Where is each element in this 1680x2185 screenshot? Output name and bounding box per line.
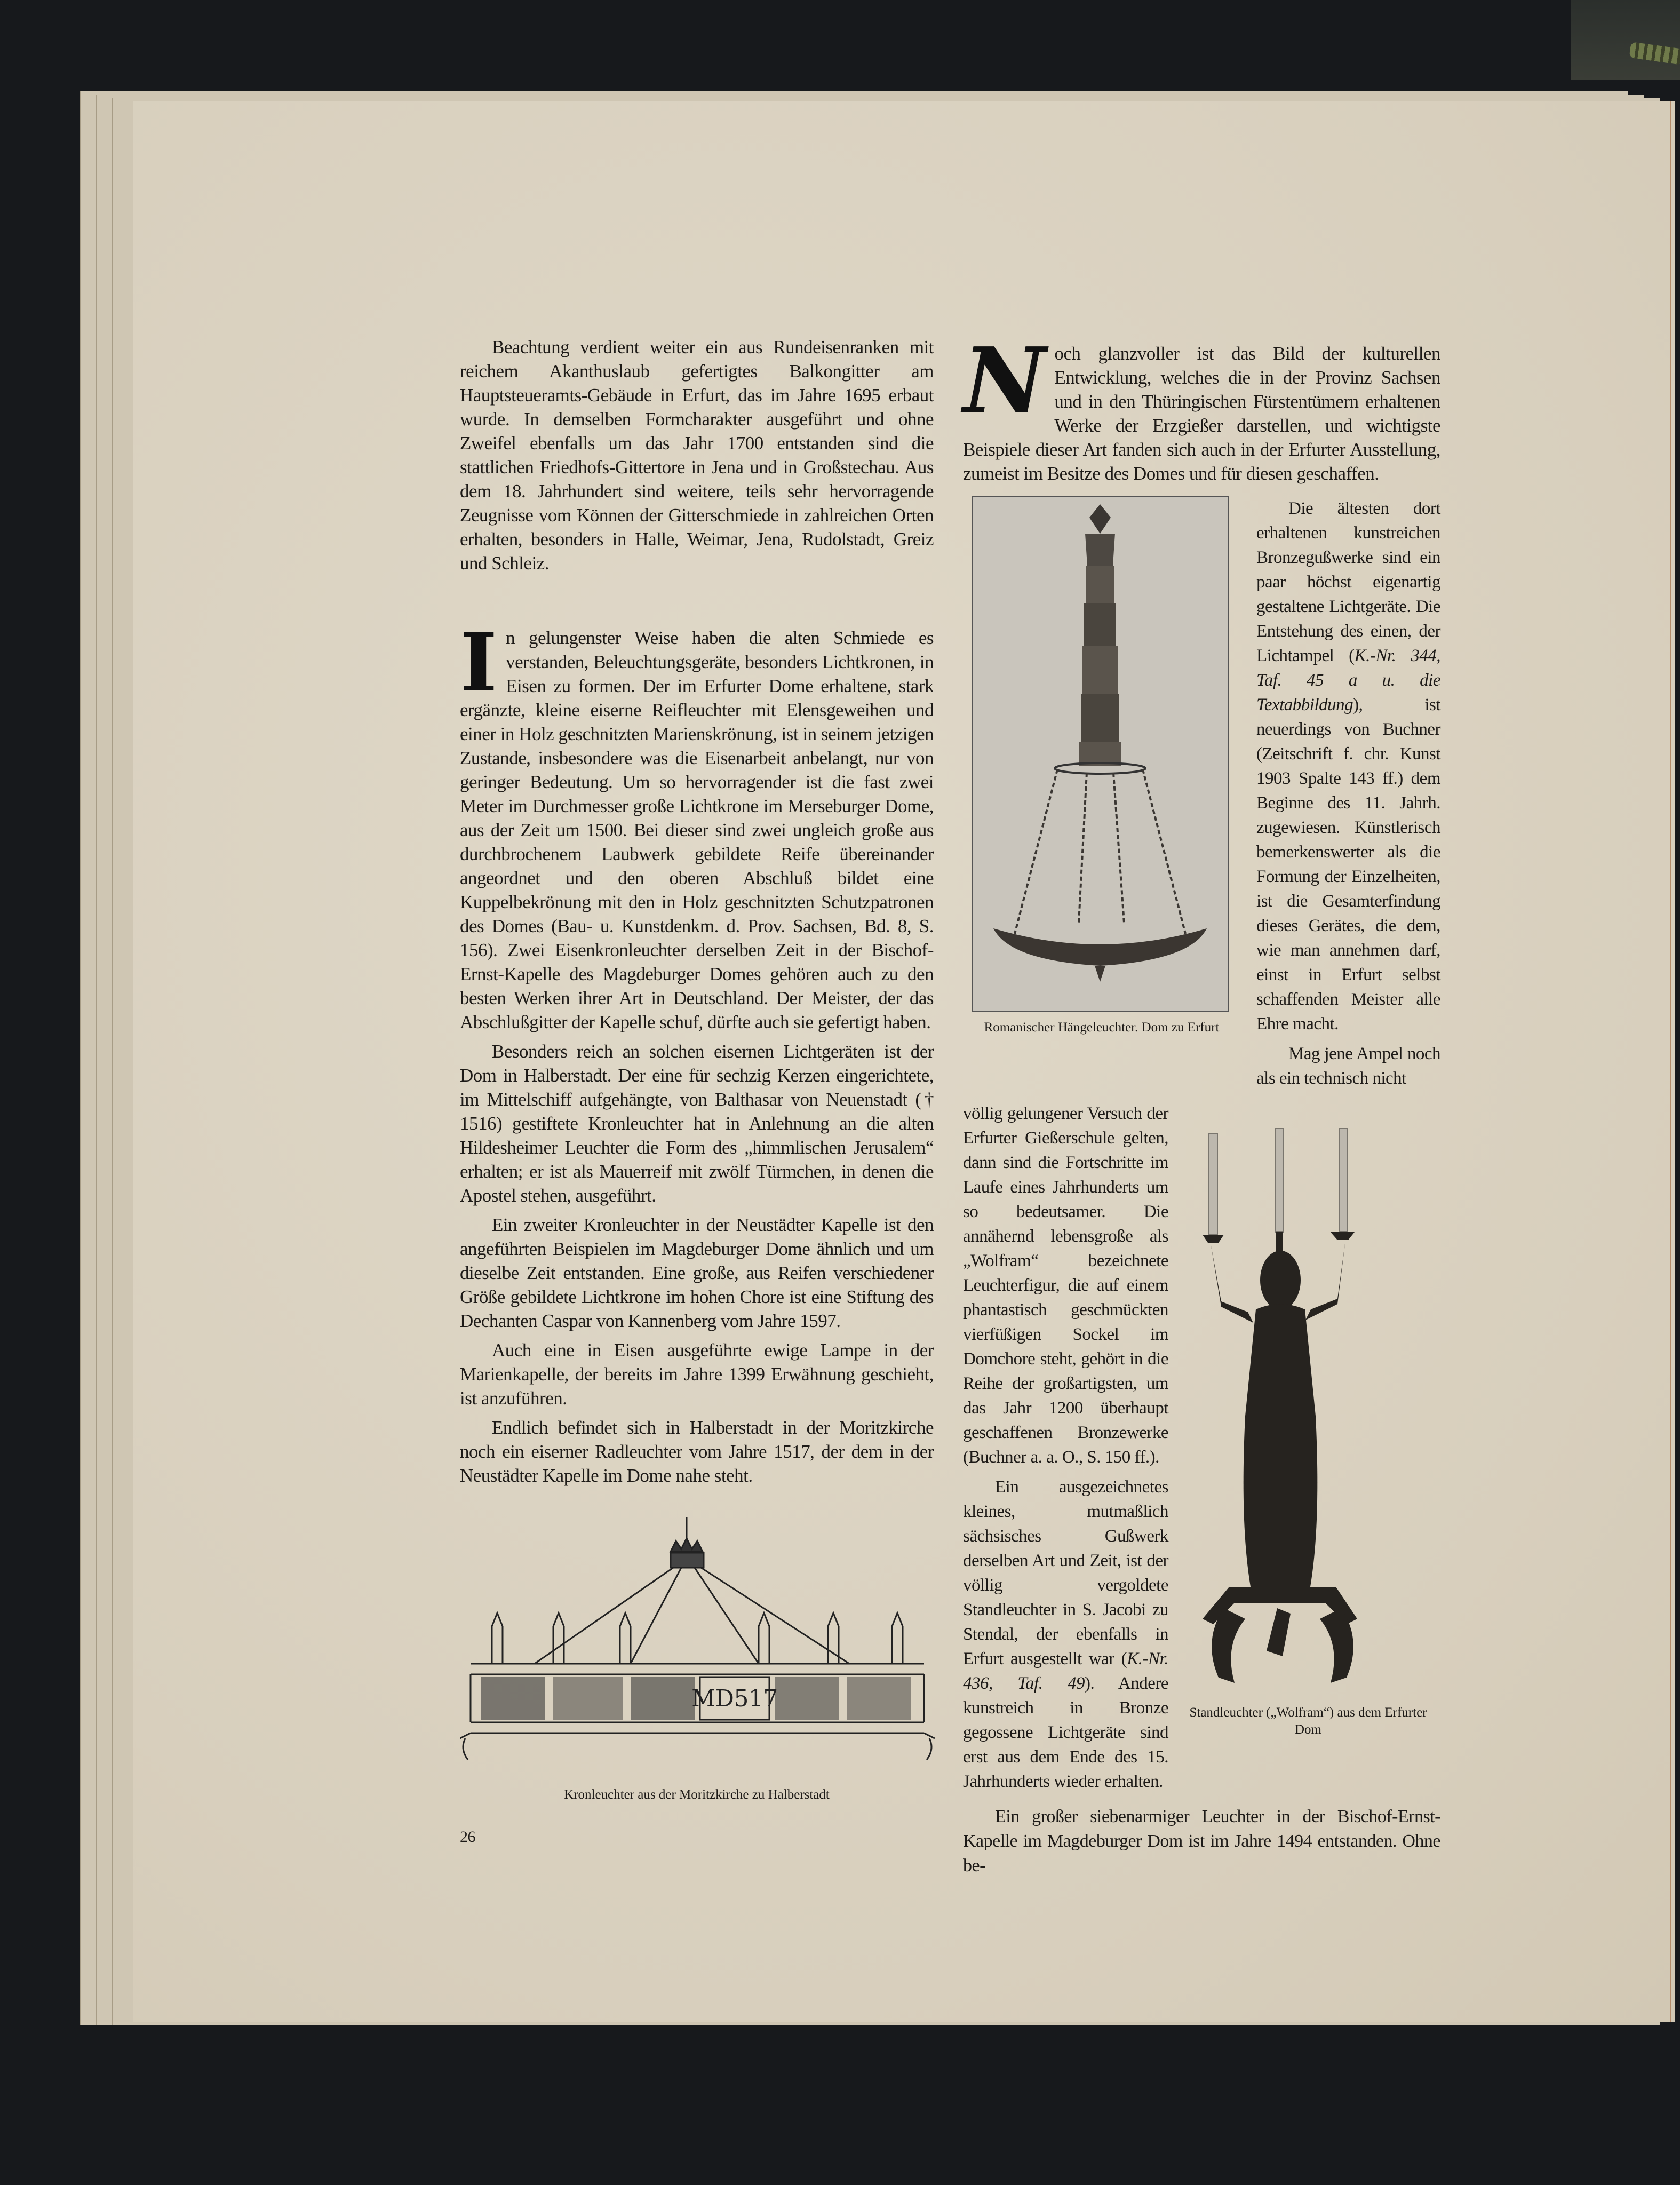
hanging-lamp-figure [963,496,1240,1036]
paragraph [963,328,1440,486]
catalog-reference: K.-Nr. 344, Taf. 45 a u. die Textabbildung [1256,646,1440,714]
right-narrow-column [1256,496,1440,1091]
figure-caption: Kronleuchter aus der Moritzkirche zu Halberstadt [564,1787,830,1802]
paragraph: völlig gelungener Versuch der Erfurter Gießerschule gelten, dann sind die Fortschritte im Laufe eines Jahrhunderts um so bedeutsamer. Die annähernd lebensgroße als „Wolfram“ bezeichnete Leuchterfigur, die auf einem phantastisch geschmückten vierfüßigen Sockel im Domchore steht, gehört in die Reihe der großartigsten, um das Jahr 1200 überhaupt geschaffenen Bronzewerke (Buchner a. a. O., S. 150 ff.). [963,1104,1168,1467]
wolfram-row [963,1101,1440,1794]
paragraph-text: Ein ausgezeichnetes kleines, mutmaßlich sächsisches Gußwerk derselben Art und Zeit, ist der völlig vergoldete Standleuchter in S. Jacobi zu Stendal, der ebenfalls in Erfurt ausgestellt war ( [963,1477,1168,1668]
catalog-reference: K.-Nr. 436, Taf. 49 [963,1649,1168,1693]
hanging-lamp-photo [972,496,1229,1012]
paragraph: Mag jene Ampel noch als ein technisch nicht [1256,1044,1440,1088]
figure-caption: Romanischer Hängeleuchter. Dom zu Erfurt [984,1020,1220,1035]
paragraph: Endlich befindet sich in Halberstadt in der Moritzkirche noch ein eiserner Radleuchter vom Jahre 1517, der dem in der Neustädter Kapelle im Dome nahe steht. [460,1417,934,1486]
paragraph-text: Die ältesten dort erhaltenen kunstreichen Bronzegußwerke sind ein paar höchst eigenartig gestaltene Lichtgeräte. Die Entstehung des einen, der Lichtampel ( [1256,499,1440,665]
paragraph: Ein zweiter Kronleuchter in der Neustädter Kapelle ist den angeführten Beispielen im Magdeburger Dome ähnlich und um dieselbe Zeit entstanden. Eine große, aus Reifen verschiedener Größe gebildete Lichtkrone im hohen Chore ist eine Stiftung des Dechanten Caspar von Kannenberg vom Jahre 1597. [460,1214,934,1331]
paragraph-text: ). Andere kunstreich in Bronze gegossene Lichtgeräte sind erst aus dem Ende des 15. Jahrhunderts wieder erhalten. [963,1674,1168,1791]
paragraph: Beachtung verdient weiter ein aus Rundeisenranken mit reichem Akanthuslaub gefertigtes Balkongitter am Hauptsteueramts-Gebäude in Erfurt, das im Jahre 1695 erbaut wurde. In demselben Formcharakter ausgeführt und ohne Zweifel ebenfalls um das Jahr 1700 entstanden sind die stattlichen Friedhofs-Gittertore in Jena und in Großstechau. Aus dem 18. Jahrhundert sind weitere, teils sehr hervorragende Zeugnisse vom Können der Gitterschmiede in zahlreichen Orten erhalten, besonders in Halle, Weimar, Jena, Rudolstadt, Greiz und Schleiz. [460,337,934,574]
background-object [1571,0,1680,80]
chandelier-illustration [460,1514,935,1770]
right-column [963,328,1440,1878]
initial-letter: N [963,328,1046,434]
wolfram-figure [1176,1128,1440,1738]
page-edge-line [1670,101,1671,2022]
wolfram-candlestick-photo [1176,1128,1440,1694]
initial-letter: I [460,616,498,710]
paragraph: Auch eine in Eisen ausgeführte ewige Lampe in der Marienkapelle, der bereits im Jahre 1399 Erwähnung geschieht, ist anzuführen. [460,1340,934,1409]
paragraph: Ein großer siebenarmiger Leuchter in der Bischof-Ernst-Kapelle im Magdeburger Dom ist im Jahre 1494 entstanden. Ohne be- [963,1807,1440,1876]
paragraph [963,1475,1168,1794]
paragraph-text: och glanzvoller ist das Bild der kulturellen Entwicklung, welches die in der Provinz Sachsen und in den Thüringischen Fürstentümern erhaltenen Werke der Erzgießer darstellen, und wichtigste Beispiele dieser Art fanden sich auch in der Erfurter Ausstellung, zumeist im Besitze des Domes und für diesen geschaffen. [963,343,1440,484]
paragraph-text: n gelungenster Weise haben die alten Schmiede es verstanden, Beleuchtungsgeräte, besonders Lichtkronen, in Eisen zu formen. Der im Erfurter Dome erhaltene, stark ergänzte, kleine eiserne Reifleuchter mit Elensgeweihen und einer in Holz geschnitzten Marienskrönung, ist in seinem jetzigen Zustande, insbesondere was die Eisenarbeit anbelangt, nur von geringer Bedeutung. Um so hervorragender ist die fast zwei Meter im Durchmesser große Lichtkrone im Merseburger Dome, aus der Zeit um 1500. Bei dieser sind zwei ungleich große aus durchbrochenem Laubwerk gebildete Reife übereinander angeordnet und den oberen Abschluß bildet eine Kuppelbekrönung mit den in Holz geschnitzten Schutzpatronen des Domes (Bau- u. Kunstdenkm. d. Prov. Sachsen, Bd. 8, S. 156). Zwei Eisenkronleuchter derselben Zeit in der Bischof-Ernst-Kapelle des Magdeburger Domes gehören auch zu den besten Werken ihrer Art in Deutschland. Der Meister, der das Abschlußgitter der Kapelle schuf, dürfte auch sie gefertigt haben. [460,627,934,1032]
left-column [460,335,934,1849]
paragraph-text: ), ist neuerdings von Buchner (Zeitschrift f. chr. Kunst 1903 Spalte 143 ff.) dem Beginne des 11. Jahrh. zugewiesen. Künstlerisch bemerkenswerter als die Formung der Einzelheiten, ist die Gesamterfindung dieses Gerätes, die dem, wie man annehmen darf, einst in Erfurt selbst schaffenden Meister alle Ehre macht. [1256,695,1440,1034]
chandelier-inscription: MD517 [691,1685,778,1712]
ornamental-cord [1629,42,1680,65]
lamp-row [963,496,1440,1091]
paragraph: Besonders reich an solchen eisernen Lichtgeräten ist der Dom in Halberstadt. Der eine für sechzig Kerzen eingerichtete, im Mittelschiff aufgehängte, von Balthasar von Neuenstadt († 1516) gestiftete Kronleuchter hat in Anlehnung an die alten Hildesheimer Leuchter die Form des „himmlischen Jerusalem“ erhalten; er ist als Mauerreif mit zwölf Türmchen, in denen die Apostel stehen, ausgeführt. [460,1041,934,1206]
right-lower-column [963,1101,1168,1794]
paragraph [460,616,934,1034]
page-number: 26 [460,1828,475,1846]
paragraph [1256,496,1440,1036]
figure-caption: Standleuchter („Wolfram“) aus dem Erfurter Dom [1189,1705,1427,1737]
